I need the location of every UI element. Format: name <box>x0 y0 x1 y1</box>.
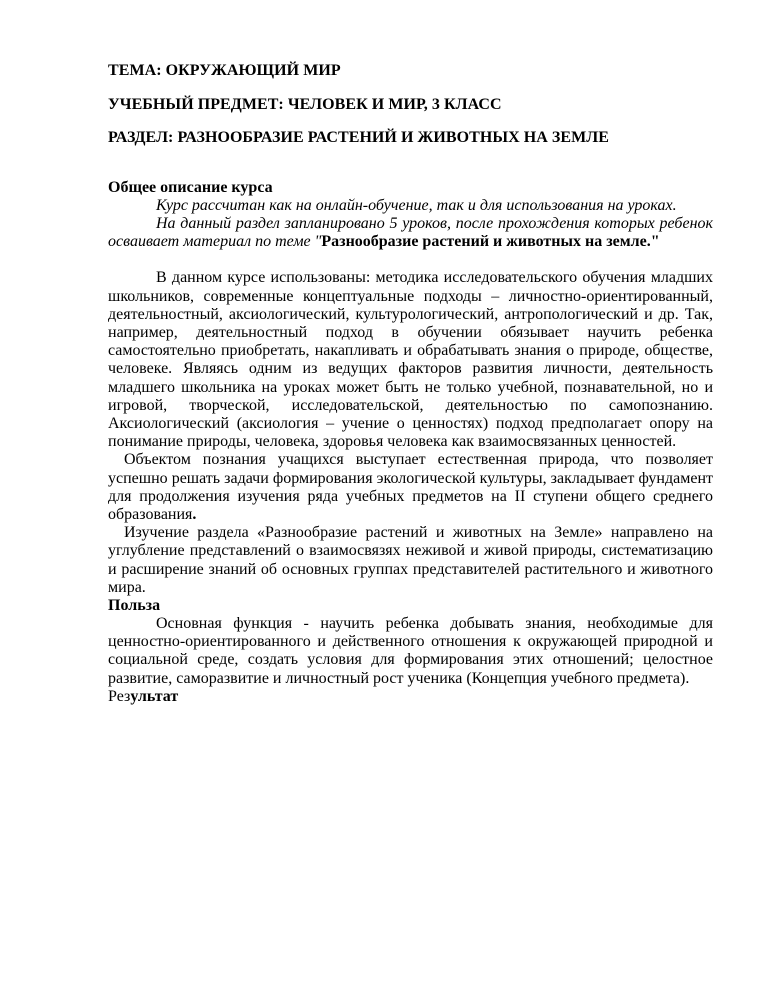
study-paragraph: Изучение раздела «Разнообразие растений и животных на Земле» направлено на углубление представлений о взаимосвязях неживой и живой природы, систематизацию и расширение знаний об основных группах представителей растительного и животного мира. <box>108 524 713 596</box>
topic-heading: ТЕМА: ОКРУЖАЮЩИЙ МИР <box>108 62 341 79</box>
result-title <box>108 688 713 706</box>
course-description-title: Общее описание курса <box>108 178 273 196</box>
subject-heading: УЧЕБНЫЙ ПРЕДМЕТ: ЧЕЛОВЕК И МИР, 3 КЛАСС <box>108 95 502 113</box>
course-paragraph-2-topic: Разнообразие растений и животных на земле." <box>321 232 660 250</box>
document-page <box>108 62 713 706</box>
result-title-plain: Рез <box>108 687 131 705</box>
section-heading: РАЗДЕЛ: РАЗНООБРАЗИЕ РАСТЕНИЙ И ЖИВОТНЫХ НА ЗЕМЛЕ <box>108 129 609 146</box>
benefit-paragraph: Основная функция - научить ребенка добывать знания, необходимые для ценностно-ориентированного и действенного отношения к окружающей природной и социальной среде, создать условия для формирования этих отношений; целостное развитие, саморазвитие и личностный рост ученика (Концепция учебного предмета). <box>108 614 713 687</box>
object-paragraph-text: Объектом познания учащихся выступает естественная природа, что позволяет успешно решать задачи формирования экологической культуры, закладывает фундамент для продолжения изучения ряда учебных предметов на II ступени общего среднего образования <box>108 451 713 523</box>
result-title-bold: ультат <box>130 687 179 705</box>
object-paragraph-end: . <box>192 505 197 523</box>
course-paragraph-1: Курс рассчитан как на онлайн-обучение, так и для использования на уроках. <box>156 196 677 214</box>
course-paragraph-2 <box>108 215 713 251</box>
benefit-title: Польза <box>108 596 161 614</box>
object-paragraph <box>108 451 713 524</box>
course-paragraph-2-text: На данный раздел запланировано 5 уроков, после прохождения которых ребенок осваивает материал по теме " <box>108 214 713 250</box>
methods-paragraph: В данном курсе использованы: методика исследовательского обучения младших школьников, современные концептуальные подходы – личностно-ориентированный, деятельностный, аксиологический, культурологический, антропологический и др. Так, например, деятельностный подход в обучении обязывает научить ребенка самостоятельно приобретать, накапливать и обрабатывать знания о природе, обществе, человеке. Являясь одним из ведущих факторов развития личности, деятельность младшего школьника на уроках может быть не только учебной, познавательной, но и игровой, творческой, исследовательской, деятельностью по самопознанию. Аксиологический (аксиология – учение о ценностях) подход предполагает опору на понимание природы, человека, здоровья человека как взаимосвязанных ценностей. <box>108 269 713 451</box>
